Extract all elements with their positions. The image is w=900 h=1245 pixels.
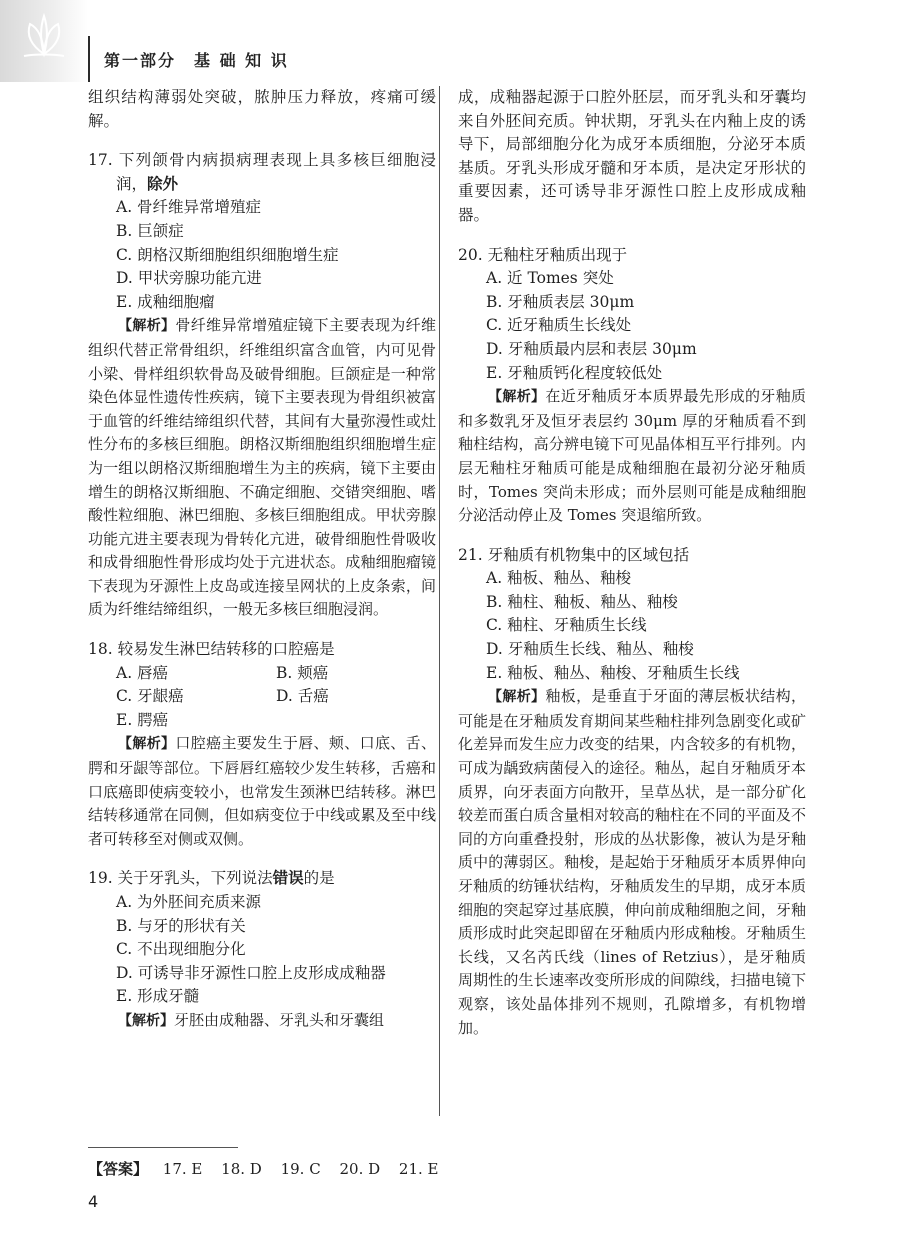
explanation: [88, 1009, 436, 1034]
question-stem: 20. 无釉柱牙釉质出现于: [458, 245, 628, 264]
page-header: [0, 0, 900, 82]
explanation-text: 釉板，是垂直于牙面的薄层板状结构，可能是在牙釉质发育期间某些釉柱排列急剧变化或矿化差异而发生应力改变的结果，内含较多的有机物，可成为龋致病菌侵入的途径。釉丛，起自牙釉质牙本质界，向牙表面方向散开，呈草丛状，是一部分矿化较差而蛋白质含量相对较高的釉柱在不同的平面及不同的方向重叠投射，形成的丛状影像，被认为是牙釉质中的薄弱区。釉梭，是起始于牙釉质牙本质界伸向牙釉质的纺锤状结构，牙釉质发生的早期，成牙本质细胞的突起穿过基底膜，伸向前成釉细胞之间，牙釉质形成时此突起即留在牙釉质内形成釉梭。牙釉质生长线，又名芮氏线（lines of Retzius），是牙釉质周期性的生长速率改变所形成的间隙线，扫描电镜下观察，该处晶体排列不规则，孔隙增多，有机物增加。: [458, 687, 806, 1037]
footnote-rule: [88, 1147, 238, 1148]
answer-19: 19. C: [280, 1160, 321, 1178]
stem-text: 19. 关于牙乳头，下列说法: [88, 869, 273, 888]
option-a: A. 唇癌: [116, 663, 169, 682]
option-d: D. 舌癌: [276, 687, 329, 706]
question-stem: [88, 149, 436, 196]
lotus-logo-icon: [0, 0, 88, 82]
option-e: E. 牙釉质钙化程度较低处: [486, 363, 663, 382]
question-stem: [88, 867, 436, 891]
option-b: B. 牙釉质表层 30μm: [486, 292, 635, 311]
explanation-text: 在近牙釉质牙本质界最先形成的牙釉质和多数乳牙及恒牙表层约 30μm 厚的牙釉质看不到釉柱结构，高分辨电镜下可见晶体相互平行排列。内层无釉柱牙釉质可能是成釉细胞在最初分泌牙釉质时，Tomes 突尚未形成；而外层则可能是成釉细胞分泌活动停止及 Tomes 突退缩所致。: [458, 387, 806, 525]
option-a: A. 近 Tomes 突处: [486, 269, 614, 288]
continued-text: 成，成釉器起源于口腔外胚层，而牙乳头和牙囊均来自外胚间充质。钟状期，牙乳头在内釉上皮的诱导下，局部细胞分化为成牙本质细胞，分泌牙本质基质。牙乳头形成牙髓和牙本质，是决定牙形状的重要因素，还可诱导非牙源性口腔上皮形成成釉器。: [458, 88, 806, 224]
question-stem: 18. 较易发生淋巴结转移的口腔癌是: [88, 640, 335, 659]
explanation-tag: 【解析】: [118, 1012, 174, 1029]
answer-18: 18. D: [221, 1160, 262, 1178]
left-column: [88, 86, 436, 1034]
answer-20: 20. D: [339, 1160, 381, 1178]
option-grid: [88, 662, 436, 733]
explanation-tag: 【解析】: [118, 318, 176, 335]
stem-text: 17. 下列颌骨内病损病理表现上具多核巨细胞浸润，: [88, 151, 436, 193]
explanation: [88, 314, 436, 622]
question-19: [88, 867, 436, 1033]
option-e: E. 形成牙髓: [116, 987, 200, 1006]
option-d: D. 牙釉质最内层和表层 30μm: [486, 339, 697, 358]
explanation-tag: 【解析】: [118, 736, 176, 753]
right-column: [458, 86, 806, 1040]
continued-text: 组织结构薄弱处突破，脓肿压力释放，疼痛可缓解。: [88, 88, 436, 130]
explanation: [88, 732, 436, 851]
answer-17: 17. E: [162, 1160, 203, 1178]
column-divider: [439, 86, 440, 1116]
explanation-text: 口腔癌主要发生于唇、颊、口底、舌、腭和牙龈等部位。下唇唇红癌较少发生转移，舌癌和口底癌即使病变较小，也常发生颈淋巴结转移。淋巴结转移通常在同侧，但如病变位于中线或累及至中线者可转移至对侧或双侧。: [88, 734, 436, 848]
option-d: D. 甲状旁腺功能亢进: [116, 269, 262, 288]
option-b: B. 釉柱、釉板、釉丛、釉梭: [486, 592, 678, 611]
option-a: A. 骨纤维异常增殖症: [116, 198, 262, 217]
stem-text-end: 的是: [303, 869, 335, 888]
option-b: B. 与牙的形状有关: [116, 916, 246, 935]
option-b: B. 颊癌: [276, 663, 329, 682]
option-d: D. 牙釉质生长线、釉丛、釉梭: [486, 640, 694, 659]
option-c: C. 不出现细胞分化: [116, 940, 246, 959]
stem-emphasis: 除外: [147, 174, 179, 193]
page-number: 4: [88, 1192, 99, 1211]
option-e: E. 成釉细胞瘤: [116, 292, 215, 311]
explanation-text: 牙胚由成釉器、牙乳头和牙囊组: [174, 1010, 385, 1029]
explanation: [458, 385, 806, 528]
option-a: A. 为外胚间充质来源: [116, 893, 262, 911]
question-stem: 21. 牙釉质有机物集中的区域包括: [458, 545, 690, 564]
option-c: C. 朗格汉斯细胞组织细胞增生症: [116, 245, 339, 264]
section-title: 第一部分 基 础 知 识: [104, 51, 289, 70]
option-c: C. 釉柱、牙釉质生长线: [486, 616, 647, 635]
question-18: [88, 638, 436, 851]
question-20: [458, 244, 806, 528]
explanation: [458, 685, 806, 1040]
question-21: [458, 544, 806, 1040]
option-e: E. 腭癌: [116, 710, 169, 729]
header-divider: [88, 36, 90, 82]
option-c: C. 近牙釉质生长线处: [486, 316, 632, 335]
explanation-text: 骨纤维异常增殖症镜下主要表现为纤维组织代替正常骨组织，纤维组织富含血管，内可见骨小梁、骨样组织软骨岛及破骨细胞。巨颌症是一种常染色体显性遗传性疾病，镜下主要表现为骨组织被富于血管的纤维结缔组织代替，其间有大量弥漫性或灶性分布的多核巨细胞。朗格汉斯细胞组织细胞增生症为一组以朗格汉斯细胞增生为主的疾病，镜下主要由增生的朗格汉斯细胞、不确定细胞、交错突细胞、嗜酸性粒细胞、淋巴细胞、多核巨细胞组成。甲状旁腺功能亢进主要表现为骨转化亢进，破骨细胞性骨吸收和成骨细胞性骨形成均处于亢进状态。成釉细胞瘤镜下表现为牙源性上皮岛或连接呈网状的上皮条索，间质为纤维结缔组织，一般无多核巨细胞浸润。: [88, 316, 436, 619]
option-e: E. 釉板、釉丛、釉梭、牙釉质生长线: [486, 663, 740, 682]
answer-21: 21. E: [398, 1160, 439, 1178]
option-a: A. 釉板、釉丛、釉梭: [486, 569, 632, 588]
explanation-tag: 【解析】: [488, 689, 546, 706]
answer-key-label: 【答案】: [88, 1160, 149, 1178]
option-d: D. 可诱导非牙源性口腔上皮形成成釉器: [116, 963, 386, 982]
question-17: [88, 149, 436, 622]
answer-key: [88, 1158, 453, 1179]
option-c: C. 牙龈癌: [116, 687, 184, 706]
explanation-tag: 【解析】: [488, 389, 546, 406]
stem-emphasis: 错误: [272, 869, 304, 888]
option-b: B. 巨颌症: [116, 221, 184, 240]
